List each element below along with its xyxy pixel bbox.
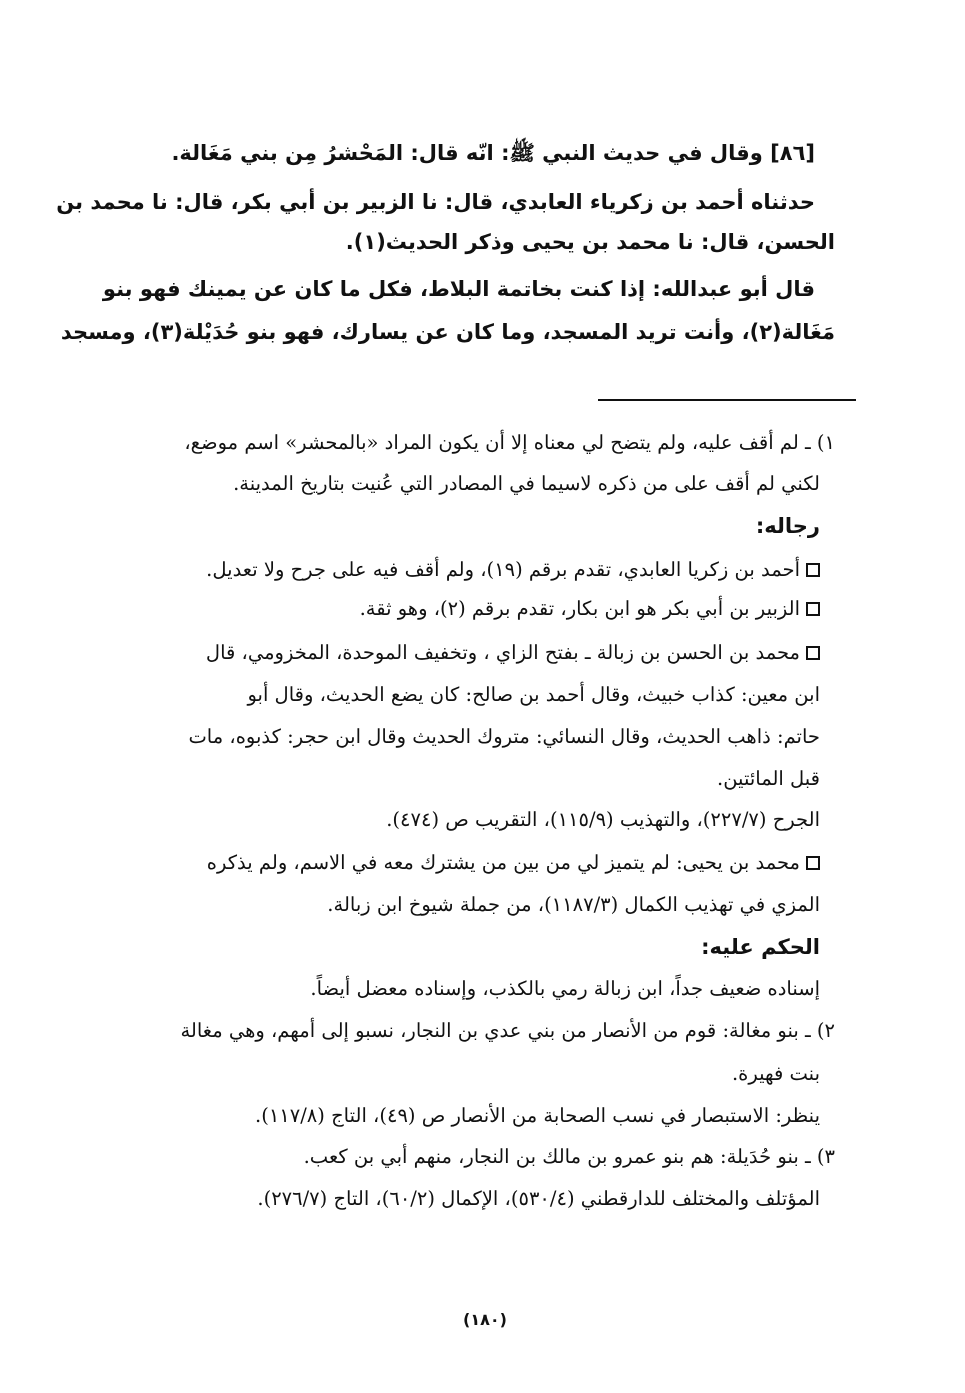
rijal-heading: رجاله: (755, 514, 820, 538)
main-text-line-2: حدثناه أحمد بن زكرياء العابدي، قال: نا الزبير بن أبي بكر، قال: نا محمد بن (56, 190, 815, 214)
footnote-separator (598, 399, 856, 401)
checkbox-icon (806, 646, 820, 660)
footnote-3-line-1: ٣) ـ بنو حُدَيلة: هم بنو عمرو بن مالك بن النجار، منهم أبي بن كعب. (303, 1145, 835, 1168)
narrator-3-line-4: قبل المائتين. (717, 767, 820, 790)
narrator-4-line-2: المزي في تهذيب الكمال (١١٨٧/٣)، من جملة شيوخ ابن زبالة. (327, 893, 820, 916)
checkbox-icon (806, 856, 820, 870)
narrator-3-references: الجرح (٢٢٧/٧)، والتهذيب (١١٥/٩)، التقريب ص (٤٧٤). (386, 808, 820, 831)
footnote-2-line-1: ٢) ـ بنو مغالة: قوم من الأنصار من بني عدي بن النجار، نسبو إلى أمهم، وهي مغالة (180, 1019, 835, 1042)
narrator-3-text: محمد بن الحسن بن زبالة ـ بفتح الزاي ، وتخفيف الموحدة، المخزومي، قال (205, 641, 800, 664)
narrator-4-line-1 (207, 851, 820, 874)
hukm-heading: الحكم عليه: (701, 935, 820, 959)
narrator-3-line-2: ابن معين: كذاب خبيث، وقال أحمد بن صالح: كان يضع الحديث، وقال أبو (247, 683, 820, 706)
checkbox-icon (806, 563, 820, 577)
checkbox-icon (806, 602, 820, 616)
footnote-1-line-2: لكني لم أقف على من ذكره لاسيما في المصادر التي عُنيت بتاريخ المدينة. (233, 472, 820, 495)
narrator-3-line-1 (206, 641, 820, 664)
main-text-line-4: قال أبو عبدالله: إذا كنت بخاتمة البلاط، فكل ما كان عن يمينك فهو بنو (102, 277, 815, 301)
narrator-3-line-3: حاتم: ذاهب الحديث، وقال النسائي: متروك الحديث وقال ابن حجر: كذبوه، مات (188, 725, 820, 748)
main-text-line-5: مَغَالة(٢)، وأنت تريد المسجد، وما كان عن يسارك، فهو بنو حُدَيْلة(٣)، ومسجد (60, 320, 835, 344)
narrator-1 (206, 558, 820, 581)
main-text-line-1: [٨٦] وقال في حديث النبي ﷺ: انّه قال: المَحْشرُ مِن بني مَغَالة. (171, 141, 815, 165)
footnote-2-line-2: بنت فهيرة. (731, 1062, 820, 1085)
page-number: (١٨٠) (463, 1310, 507, 1329)
narrator-2-text: الزبير بن أبي بكر هو ابن بكار، تقدم برقم (٢)، وهو ثقة. (359, 597, 800, 620)
footnote-2-reference: ينظر: الاستبصار في نسب الصحابة من الأنصار ص (٤٩)، التاج (١١٧/٨). (255, 1104, 820, 1127)
narrator-1-text: أحمد بن زكريا العابدي، تقدم برقم (١٩)، ولم أقف فيه على جرح ولا تعديل. (206, 558, 800, 581)
main-text-line-3: الحسن، قال: نا محمد بن يحيى وذكر الحديث(١). (345, 230, 835, 254)
narrator-4-text: محمد بن يحيى: لم يتميز لي من بين من يشترك معه في الاسم، ولم يذكره (206, 851, 800, 874)
footnote-1-line-1: ١) ـ لم أقف عليه، ولم يتضح لي معناه إلا أن يكون المراد «بالمحشر» اسم موضع، (184, 431, 835, 454)
narrator-2 (360, 597, 820, 620)
footnote-3-reference: المؤتلف والمختلف للدارقطني (٥٣٠/٤)، الإكمال (٦٠/٢)، التاج (٢٧٦/٧). (257, 1187, 820, 1210)
hukm-text: إسناده ضعيف جداً، ابن زبالة رمي بالكذب، وإسناده معضل أيضاً. (310, 977, 820, 1000)
